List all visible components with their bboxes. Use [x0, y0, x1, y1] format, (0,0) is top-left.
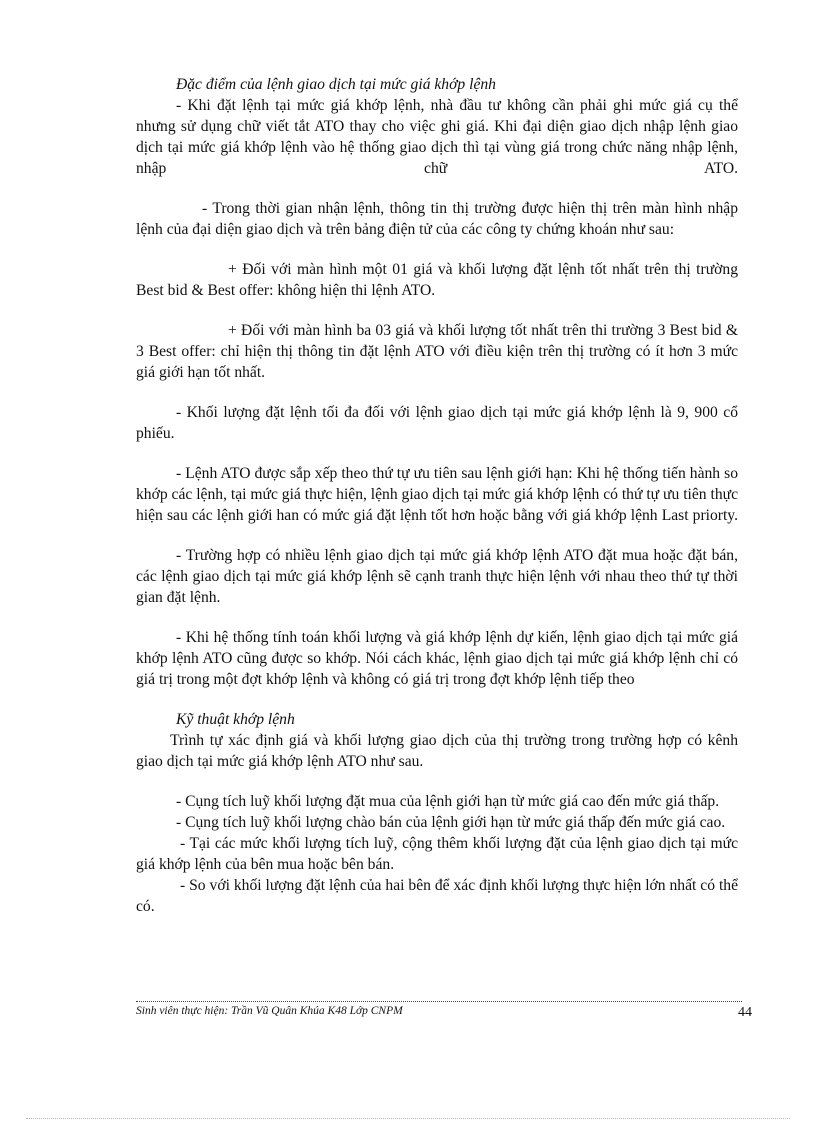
section-heading-ato-features: Đặc điểm của lệnh giao dịch tại mức giá khớp lệnh	[176, 76, 496, 93]
section-heading-matching-technique: Kỹ thuật khớp lệnh	[176, 711, 295, 728]
paragraph: - Khi đặt lệnh tại mức giá khớp lệnh, nhà đầu tư không cần phải ghi mức giá cụ thể nhưng sử dụng chữ viết tắt ATO thay cho việc ghi giá. Khi đại diện giao dịch nhập lệnh giao dịch tại mức giá khớp lệnh vào hệ thống giao dịch thì tại vùng giá trong chức năng nhập lệnh, nhập chữ ATO.	[136, 97, 738, 177]
paragraph: - Khi hệ thống tính toán khối lượng và giá khớp lệnh dự kiến, lệnh giao dịch tại mức giá khớp lệnh ATO cũng được so khớp. Nói cách khác, lệnh giao dịch tại mức giá khớp lệnh chỉ có giá trị trong một đợt khớp lệnh và không có giá trị trong đợt khớp lệnh tiếp theo	[136, 629, 738, 688]
paragraph: + Đối với màn hình một 01 giá và khối lượng đặt lệnh tốt nhất trên thị trường Best bid & Best offer: không hiện thi lệnh ATO.	[136, 261, 738, 299]
page-number: 44	[738, 1005, 752, 1020]
paragraph: Trình tự xác định giá và khối lượng giao dịch của thị trường trong trường hợp có kênh giao dịch tại mức giá khớp lệnh ATO như sau.	[136, 732, 738, 770]
paragraph: + Đối với màn hình ba 03 giá và khối lượng tốt nhất trên thi trường 3 Best bid & 3 Best offer: chỉ hiện thị thông tin đặt lệnh ATO với điều kiện trên thị trường có ít hơn 3 mức giá giới hạn tốt nhất.	[136, 322, 738, 381]
page-content	[136, 74, 738, 917]
footer-divider	[136, 1001, 742, 1002]
footer-author: Sinh viên thực hiện: Trần Vũ Quân Khúa K48 Lớp CNPM	[136, 1005, 403, 1017]
page-bottom-divider	[26, 1118, 790, 1119]
paragraph: - So với khối lượng đặt lệnh của hai bên để xác định khối lượng thực hiện lớn nhất có thể có.	[136, 877, 738, 915]
paragraph: - Cụng tích luỹ khối lượng chào bán của lệnh giới hạn từ mức giá thấp đến mức giá cao.	[176, 814, 726, 831]
paragraph: - Tại các mức khối lượng tích luỹ, cộng thêm khối lượng đặt của lệnh giao dịch tại mức giá khớp lệnh của bên mua hoặc bên bán.	[136, 835, 738, 873]
paragraph: - Trường hợp có nhiều lệnh giao dịch tại mức giá khớp lệnh ATO đặt mua hoặc đặt bán, các lệnh giao dịch tại mức giá khớp lệnh sẽ cạnh tranh thực hiện lệnh với nhau theo thứ tự thời gian đặt lệnh.	[136, 547, 738, 606]
paragraph: - Lệnh ATO được sắp xếp theo thứ tự ưu tiên sau lệnh giới hạn: Khi hệ thống tiến hành so khớp các lệnh, tại mức giá thực hiện, lệnh giao dịch tại mức giá khớp lệnh có thứ tự ưu tiên thực hiện sau các lệnh giới han có mức giá đặt lệnh tốt hơn hoặc bằng với giá khớp lệnh Last priorty.	[136, 465, 738, 524]
paragraph: - Khối lượng đặt lệnh tối đa đối với lệnh giao dịch tại mức giá khớp lệnh là 9, 900 cổ phiếu.	[136, 404, 738, 442]
paragraph: - Trong thời gian nhận lệnh, thông tin thị trường được hiện thị trên màn hình nhập lệnh của đại diện giao dịch và trên bảng điện tử của các công ty chứng khoán như sau:	[136, 200, 738, 238]
paragraph: - Cụng tích luỹ khối lượng đặt mua của lệnh giới hạn từ mức giá cao đến mức giá thấp.	[176, 793, 720, 810]
